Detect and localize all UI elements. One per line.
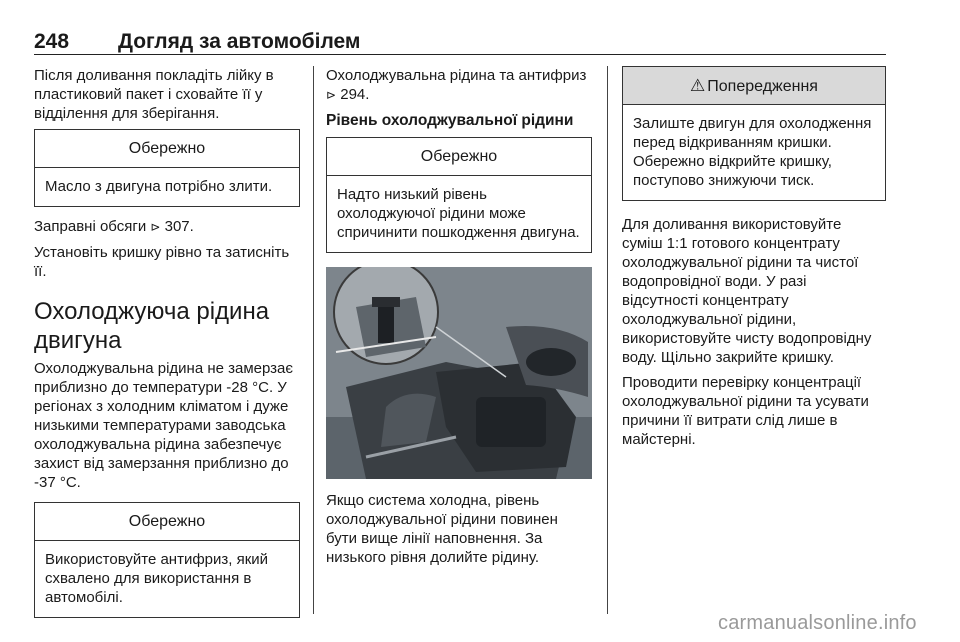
intro-paragraph: Після доливання покладіть лійку в пластиковий пакет і сховайте її у відділення для зберігання. — [34, 67, 274, 122]
warning-triangle-icon: ⚠ — [690, 76, 706, 95]
column-left — [34, 66, 300, 628]
caution-title: Обережно — [35, 130, 299, 168]
topping-up-paragraph: Для доливання використовуйте суміш 1:1 готового концентрату охолоджувальної рідини та чистої водопровідної води. У разі відсутності концентрату охолоджувальної рідини, використовуйте чисту водопровідну воду. Щільно закрийте кришку. — [622, 216, 872, 366]
caution-box-low-level — [326, 137, 592, 253]
workshop-paragraph: Проводити перевірку концентрації охолоджувальної рідини та усувати причини її витрати слід лише в майстерні. — [622, 374, 869, 448]
warning-text: Залиште двигун для охолодження перед відкриванням кришки. Обережно відкрийте кришку, поступово знижуючи тиск. — [633, 115, 872, 189]
capacity-label: Заправні обсяги — [34, 218, 147, 235]
capacity-page-link[interactable]: 307. — [164, 218, 194, 235]
column-middle — [326, 66, 592, 573]
warning-title: Попередження — [707, 78, 818, 95]
engine-bay-illustration — [326, 267, 592, 479]
column-divider — [607, 66, 608, 614]
capacity-reference — [34, 217, 300, 237]
warning-box — [622, 66, 886, 201]
coolant-level-heading: Рівень охолоджувальної рідини — [326, 112, 574, 129]
caution-title: Обережно — [327, 138, 591, 176]
header-divider — [34, 54, 886, 55]
caution-text: Використовуйте антифриз, який схвалено для використання в автомобілі. — [45, 551, 269, 606]
engine-bay-photo — [326, 267, 592, 479]
column-divider — [313, 66, 314, 614]
page-number: 248 — [34, 30, 70, 53]
cross-reference-icon: ⊳ — [326, 88, 337, 102]
coolant-heading: Охолоджуюча рідина двигуна — [34, 298, 270, 354]
warning-title-bar — [623, 67, 885, 105]
watermark: carmanualsonline.info — [718, 612, 917, 634]
cross-reference-icon: ⊳ — [150, 220, 161, 234]
antifreeze-reference — [326, 66, 592, 105]
column-right — [622, 66, 886, 455]
level-paragraph: Якщо система холодна, рівень охолоджувальної рідини повинен бути вище лінії наповнення. За низького рівня долийте рідину. — [326, 492, 558, 566]
caution-box-antifreeze — [34, 502, 300, 618]
caution-title: Обережно — [35, 503, 299, 541]
chapter-title: Догляд за автомобілем — [118, 30, 361, 53]
caution-text: Масло з двигуна потрібно злити. — [45, 178, 273, 195]
antifreeze-page-link[interactable]: 294. — [340, 86, 370, 103]
caution-box-oil — [34, 129, 300, 207]
antifreeze-label: Охолоджувальна рідина та антифриз — [326, 67, 587, 84]
install-cap-paragraph: Установіть кришку рівно та затисніть її. — [34, 244, 290, 280]
caution-text: Надто низький рівень охолоджуючої рідини може спричинити пошкодження двигуна. — [337, 186, 580, 241]
page-header — [34, 30, 886, 60]
coolant-paragraph: Охолоджувальна рідина не замерзає приблизно до температури -28 °C. У регіонах з холодним кліматом і дуже низькими температурами заводська охолоджувальна рідина забезпечує захист від замерзання приблизно до -37 °C. — [34, 360, 294, 491]
